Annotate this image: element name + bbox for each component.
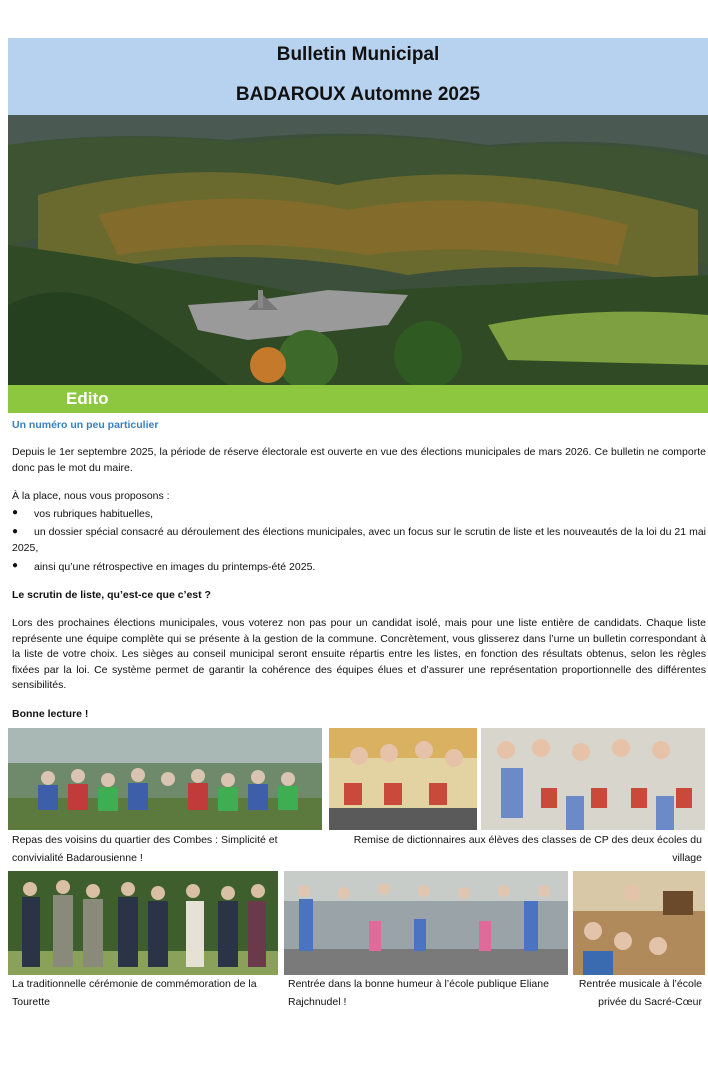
bullet-item: un dossier spécial consacré au déroulement des élections municipales, avec un focus sur le scrutin de liste et les nouveautés de la loi du 21 mai 2025,: [12, 526, 706, 554]
photo-tourette-ceremony: [8, 871, 278, 975]
scrutin-heading: Le scrutin de liste, qu’est-ce que c’est ?: [12, 589, 211, 601]
caption-musicale: Rentrée musicale à l’école privée du Sacré-Cœur: [578, 978, 702, 1008]
bullet-item: vos rubriques habituelles,: [34, 508, 154, 520]
edito-banner: [8, 385, 708, 413]
hero-landscape-image: [8, 115, 708, 385]
edito-paragraph-1: Depuis le 1er septembre 2025, la période de réserve électorale est ouverte en vue des élections municipales de mars 2026. Ce bulletin ne comporte donc pas le mot du maire.: [12, 446, 706, 474]
photo-rentree-publique: [284, 871, 568, 975]
bullet-dot-icon: ●: [12, 507, 19, 518]
photo-dictionnaires-1: [329, 728, 477, 830]
bulletin-header: [8, 38, 708, 116]
bullet-dot-icon: ●: [12, 560, 19, 571]
photo-rentree-musicale: [573, 871, 705, 975]
caption-dictionnaires: Remise de dictionnaires aux élèves des classes de CP des deux écoles du village: [353, 834, 702, 864]
caption-rentree: Rentrée dans la bonne humeur à l’école publique Eliane Rajchnudel !: [288, 978, 549, 1008]
caption-combes: Repas des voisins du quartier des Combes : Simplicité et convivialité Badarousienne !: [12, 834, 278, 864]
caption-tourette: La traditionnelle cérémonie de commémoration de la Tourette: [12, 978, 257, 1008]
bullet-dot-icon: ●: [12, 526, 19, 537]
bulletin-subtitle: BADAROUX Automne 2025: [235, 84, 481, 105]
edito-intro: À la place, nous vous proposons :: [12, 490, 170, 502]
photo-combes-neighbours: [8, 728, 322, 830]
edito-bullet-list: [12, 507, 706, 579]
bullet-item: ainsi qu’une rétrospective en images du printemps-été 2025.: [34, 561, 316, 573]
edito-subtitle: Un numéro un peu particulier: [12, 419, 159, 431]
edito-paragraph-2: Lors des prochaines élections municipales, vous voterez non pas pour un candidat isolé, mais pour une liste entière de candidats. Chaque liste représente une équipe complète qui se présente à la gestion de la commune. Concrètement, vous glisserez dans l’urne un bulletin correspondant à la liste de votre choix. Les sièges au conseil municipal seront ensuite répartis entre les listes, en fonction des résultats obtenus, selon les règles fixées par la loi. Ce système permet de garantir la cohérence des équipes élues et d’assurer une représentation proportionnelle des différentes sensibilités.: [12, 617, 706, 691]
edito-label: Edito: [66, 389, 109, 408]
bulletin-title: Bulletin Municipal: [276, 44, 440, 65]
closing-text: Bonne lecture !: [12, 708, 89, 720]
photo-dictionnaires-2: [481, 728, 705, 830]
